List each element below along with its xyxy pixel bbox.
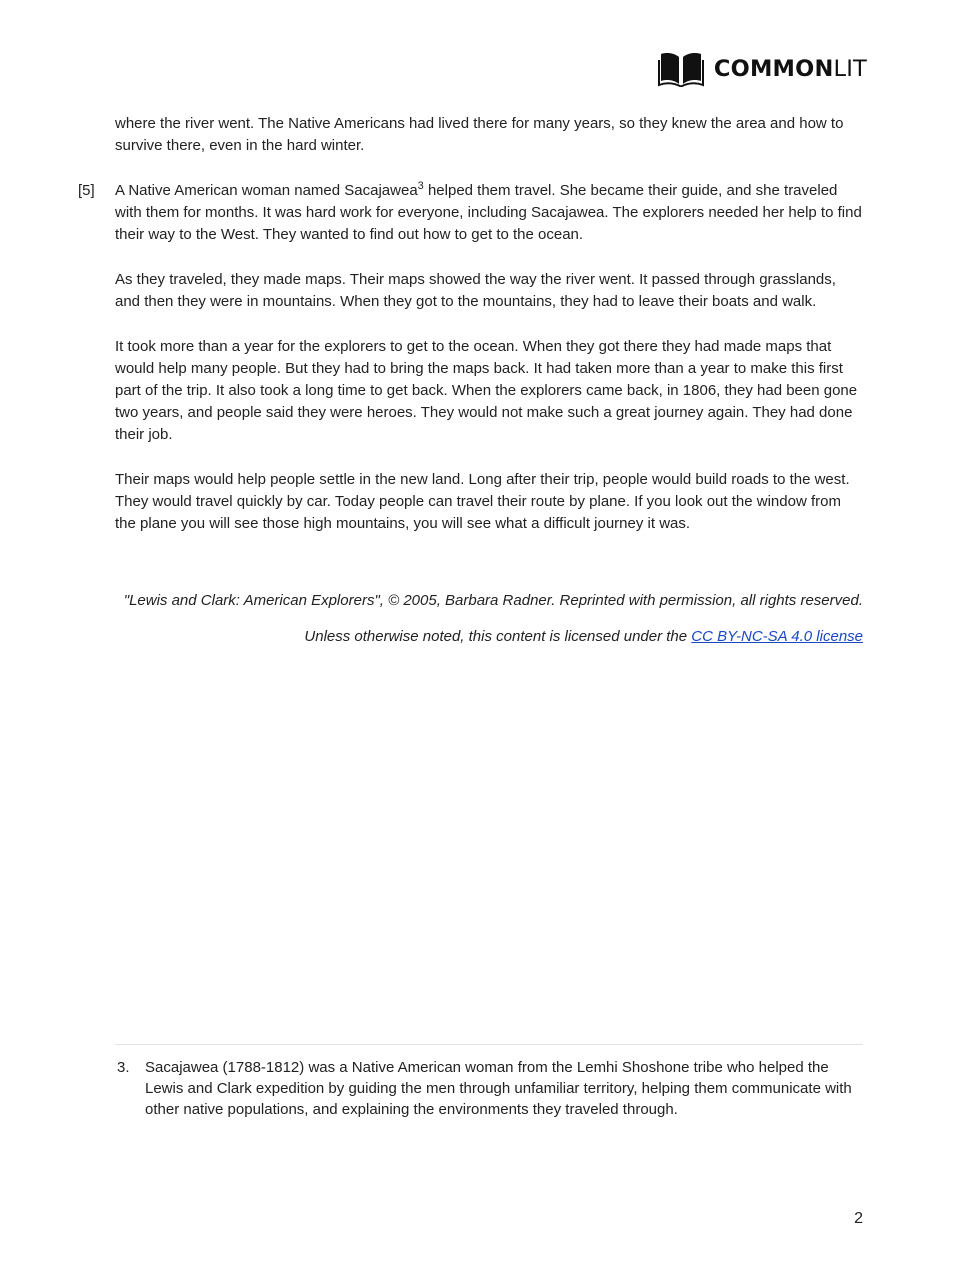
paragraph: Their maps would help people settle in the new land. Long after their trip, people would build roads to the west. They would travel quickly by car. Today people can travel their route by plane. If you look out the window from the plane you will see those high mountains, you will see what a difficult journey it was. <box>115 471 850 532</box>
paragraph: As they traveled, they made maps. Their maps showed the way the river went. It passed through grasslands, and then they were in mountains. When they got to the mountains, they had to leave their boats and walk. <box>115 271 836 310</box>
paragraph-number: [5] <box>78 182 95 199</box>
paragraph-text: A Native American woman named Sacajawea <box>115 182 418 199</box>
paragraph: It took more than a year for the explorers to get to the ocean. When they got there they had made maps that would help many people. But they had to bring the maps back. It had taken more than a year to make this first part of the trip. It also took a long time to get back. When the explorers came back, in 1806, they had been gone two years, and people said they were heroes. They would not make such a great journey again. They had done their job. <box>115 338 858 443</box>
license-prefix: Unless otherwise noted, this content is licensed under the <box>304 628 692 645</box>
footnote-divider <box>115 1044 863 1045</box>
commonlit-logo <box>658 51 867 87</box>
footnote-number: 3. <box>117 1059 130 1076</box>
paragraph-text: helped them travel. She became their guide, and she traveled with them for months. It was hard work for everyone, including Sacajawea. The explorers needed her help to find their way to the West. They wanted to find out how to get to the ocean. <box>115 182 862 243</box>
footnote <box>115 1057 863 1120</box>
citation: "Lewis and Clark: American Explorers", © 2005, Barbara Radner. Reprinted with permission, all rights reserved. <box>123 592 863 609</box>
page-number: 2 <box>854 1210 863 1227</box>
logo-wordmark-light: LIT <box>833 55 867 82</box>
article-body <box>78 113 863 558</box>
license-link[interactable]: CC BY-NC-SA 4.0 license <box>691 628 863 645</box>
footnote-text: Sacajawea (1788-1812) was a Native American woman from the Lemhi Shoshone tribe who helped the Lewis and Clark expedition by guiding the men through unfamiliar territory, helping them communicate with other native populations, and explaining the environments they traveled through. <box>145 1059 852 1118</box>
logo-wordmark <box>713 55 867 82</box>
paragraph-5 <box>78 180 863 246</box>
license-notice <box>304 626 863 648</box>
footnote-ref[interactable]: 3 <box>417 180 424 192</box>
open-book-icon <box>658 51 704 87</box>
logo-wordmark-bold: COMMON <box>713 55 834 82</box>
paragraph: where the river went. The Native Americans had lived there for many years, so they knew the area and how to survive there, even in the hard winter. <box>115 115 844 154</box>
